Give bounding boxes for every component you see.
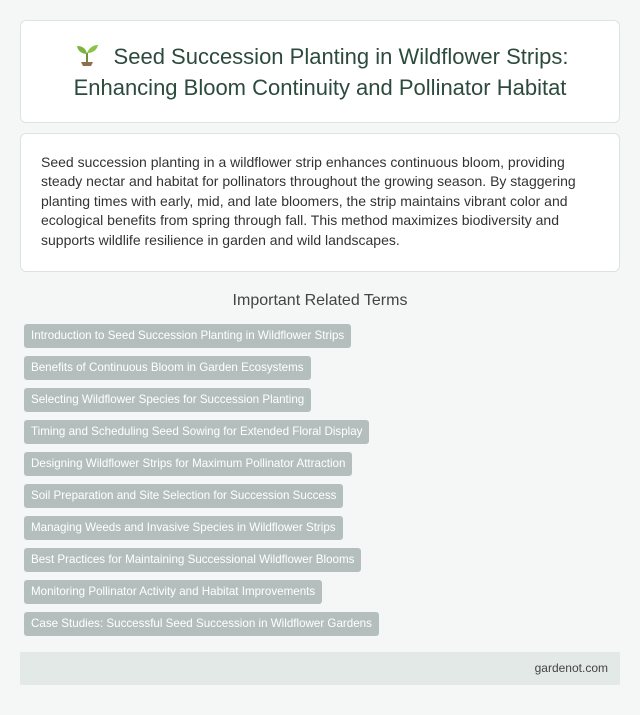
related-term-tag[interactable]: Benefits of Continuous Bloom in Garden Ecosystems bbox=[24, 356, 311, 380]
related-term-tag[interactable]: Soil Preparation and Site Selection for Succession Success bbox=[24, 484, 343, 508]
related-term-tag[interactable]: Case Studies: Successful Seed Succession in Wildflower Gardens bbox=[24, 612, 379, 636]
related-term-tag[interactable]: Designing Wildflower Strips for Maximum Pollinator Attraction bbox=[24, 452, 352, 476]
related-term-tag[interactable]: Monitoring Pollinator Activity and Habitat Improvements bbox=[24, 580, 322, 604]
seedling-icon bbox=[72, 42, 102, 66]
related-term-tag[interactable]: Selecting Wildflower Species for Succession Planting bbox=[24, 388, 311, 412]
title-card bbox=[20, 20, 620, 123]
page-title-text: Seed Succession Planting in Wildflower Strips: Enhancing Bloom Continuity and Pollinator Habitat bbox=[73, 43, 569, 100]
footer-site-link[interactable]: gardenot.com bbox=[534, 661, 608, 675]
page-title bbox=[40, 41, 600, 103]
related-terms-list bbox=[24, 324, 620, 644]
related-term-tag[interactable]: Introduction to Seed Succession Planting in Wildflower Strips bbox=[24, 324, 351, 348]
related-terms-heading: Important Related Terms bbox=[232, 292, 408, 309]
related-term-tag[interactable]: Best Practices for Maintaining Successional Wildflower Blooms bbox=[24, 548, 361, 572]
related-term-tag[interactable]: Timing and Scheduling Seed Sowing for Extended Floral Display bbox=[24, 420, 369, 444]
summary-text: Seed succession planting in a wildflower strip enhances continuous bloom, providing steady nectar and habitat for pollinators throughout the growing season. By staggering planting times with early, mid, and late bloomers, the strip maintains vibrant color and ecological benefits from spring through fall. This method maximizes biodiversity and supports wildlife resilience in garden and wild landscapes. bbox=[41, 154, 576, 248]
summary-card bbox=[20, 133, 620, 272]
related-term-tag[interactable]: Managing Weeds and Invasive Species in Wildflower Strips bbox=[24, 516, 343, 540]
footer bbox=[20, 652, 620, 685]
